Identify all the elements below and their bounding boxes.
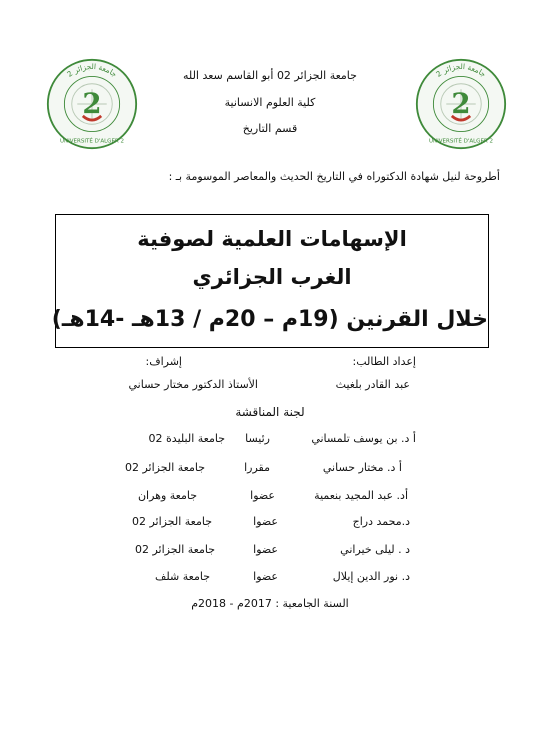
supervisor-label: إشراف: (145, 355, 182, 368)
faculty-name: كلية العلوم الانسانية (224, 96, 316, 109)
member-name: د.محمد دراج (352, 515, 410, 528)
thesis-intro: أطروحة لنيل شهادة الدكتوراه في التاريخ الحديث والمعاصر الموسومة بـ : (168, 170, 500, 183)
title-line-2: الغرب الجزائري (192, 265, 352, 289)
member-institution: جامعة البليدة 02 (148, 432, 225, 445)
member-name: أ د. مختار حساني (322, 461, 402, 474)
prepared-by-label: إعداد الطالب: (352, 355, 416, 368)
member-institution: جامعة وهران (137, 489, 197, 502)
title-line-1: الإسهامات العلمية لصوفية (137, 227, 407, 251)
svg-text:جامعة الجزائر 2: جامعة الجزائر 2 (65, 61, 119, 79)
svg-text:2: 2 (451, 87, 471, 121)
member-role: عضوا (253, 543, 278, 556)
title-line-3: خلال القرنين (19م – 20م / 13هـ -14هـ) (51, 307, 488, 332)
academic-year: السنة الجامعية : 2017م - 2018م (191, 597, 349, 610)
member-role: عضوا (253, 570, 278, 583)
committee-title: لجنة المناقشة (235, 405, 305, 419)
member-institution: جامعة الجزائر 02 (124, 461, 205, 474)
supervisor-name: الأستاذ الدكتور مختار حساني (128, 378, 258, 391)
member-name: د . ليلى خيراني (340, 543, 410, 556)
svg-text:UNIVERSITÉ D'ALGER 2: UNIVERSITÉ D'ALGER 2 (428, 138, 494, 145)
department-name: قسم التاريخ (242, 122, 298, 135)
svg-text:جامعة الجزائر 2: جامعة الجزائر 2 (434, 61, 488, 79)
member-role: مقررا (244, 461, 270, 474)
member-institution: جامعة شلف (155, 570, 210, 583)
member-role: رئيسا (245, 432, 270, 445)
svg-text:2: 2 (82, 87, 102, 121)
member-name: أ د. بن يوسف تلمساني (311, 432, 416, 445)
member-institution: جامعة الجزائر 02 (134, 543, 215, 556)
member-institution: جامعة الجزائر 02 (131, 515, 212, 528)
svg-text:UNIVERSITÉ D'ALGER 2: UNIVERSITÉ D'ALGER 2 (59, 138, 125, 145)
member-name: أد. عبد المجيد بنعمية (314, 489, 408, 502)
university-name: جامعة الجزائر 02 أبو القاسم سعد الله (183, 69, 357, 82)
student-name: عبد القادر بلغيث (335, 378, 410, 391)
member-role: عضوا (250, 489, 275, 502)
member-role: عضوا (253, 515, 278, 528)
member-name: د. نور الدين إيلال (332, 570, 410, 583)
title-box (51, 214, 489, 348)
